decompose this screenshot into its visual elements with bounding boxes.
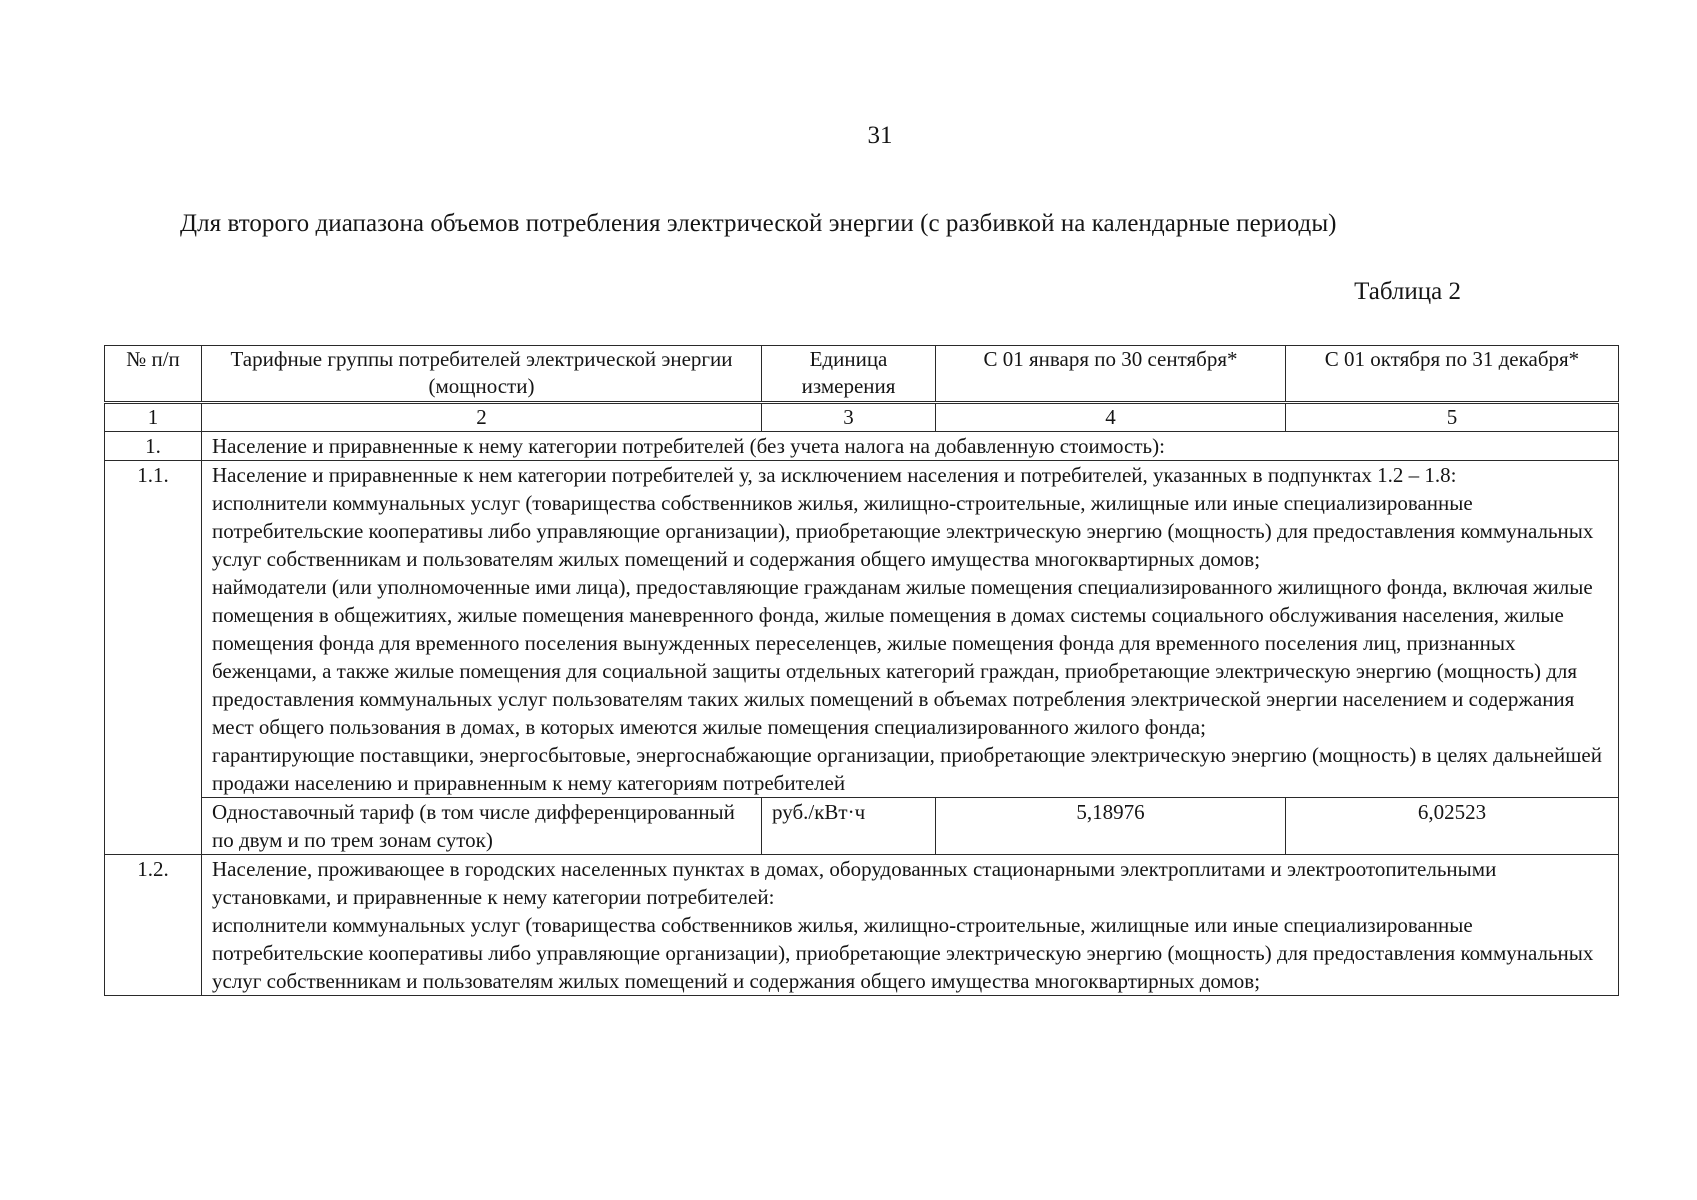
column-number: 2 (202, 403, 762, 432)
document-title: Для второго диапазона объемов потребления электрической энергии (с разбивкой на календарные периоды) (180, 210, 1337, 237)
column-number: 5 (1286, 403, 1619, 432)
header-oct-dec: С 01 октября по 31 декабря* (1286, 346, 1619, 403)
row-number: 1. (105, 432, 202, 461)
table-row (105, 432, 1619, 461)
row-text (202, 461, 1619, 798)
header-number: № п/п (105, 346, 202, 403)
paragraph: исполнители коммунальных услуг (товарищества собственников жилья, жилищно-строительные, жилищные или иные специализированные потребительские кооперативы либо управляющие организации), приобретающие электрическую энергию (мощность) для предоставления коммунальных услуг собственникам и пользователям жилых помещений и содержания общего имущества многоквартирных домов; (212, 913, 1594, 993)
tariff-value-oct-dec: 6,02523 (1286, 798, 1619, 855)
table-row (105, 855, 1619, 996)
page-number: 31 (867, 122, 893, 149)
paragraph: исполнители коммунальных услуг (товарищества собственников жилья, жилищно-строительные, жилищные или иные специализированные потребительские кооперативы либо управляющие организации), приобретающие электрическую энергию (мощность) для предоставления коммунальных услуг собственникам и пользователям жилых помещений и содержания общего имущества многоквартирных домов; (212, 491, 1594, 571)
tariff-value-jan-sep: 5,18976 (936, 798, 1286, 855)
tariff-name: Одноставочный тариф (в том числе дифференцированный по двум и по трем зонам суток) (202, 798, 762, 855)
header-tariff-groups: Тарифные группы потребителей электрической энергии (мощности) (202, 346, 762, 403)
paragraph: Население и приравненные к нем категории потребителей у, за исключением населения и потребителей, указанных в подпунктах 1.2 – 1.8: (212, 463, 1457, 487)
column-number: 4 (936, 403, 1286, 432)
paragraph: наймодатели (или уполномоченные ими лица), предоставляющие гражданам жилые помещения специализированного жилищного фонда, включая жилые помещения в общежитиях, жилые помещения маневренного фонда, жилые помещения в домах системы социального обслуживания населения, жилые помещения фонда для временного поселения вынужденных переселенцев, жилые помещения фонда для временного поселения лиц, признанных беженцами, а также жилые помещения для социальной защиты отдельных категорий граждан, приобретающие электрическую энергию (мощность) для предоставления коммунальных услуг пользователям таких жилых помещений в объемах потребления электрической энергии населением и содержания мест общего пользования в домах, в которых имеются жилые помещения специализированного жилого фонда; (212, 575, 1593, 739)
tariff-table (104, 345, 1619, 996)
table-row (105, 461, 1619, 798)
tariff-unit: руб./кВт·ч (762, 798, 936, 855)
row-number: 1.2. (105, 855, 202, 996)
column-number: 3 (762, 403, 936, 432)
table-caption: Таблица 2 (1354, 278, 1461, 305)
header-jan-sep: С 01 января по 30 сентября* (936, 346, 1286, 403)
header-unit: Единица измерения (762, 346, 936, 403)
paragraph: гарантирующие поставщики, энергосбытовые, энергоснабжающие организации, приобретающие электрическую энергию (мощность) в целях дальнейшей продажи населению и приравненным к нему категориям потребителей (212, 743, 1602, 795)
column-numbers-row (105, 403, 1619, 432)
row-number: 1.1. (105, 461, 202, 855)
row-text (202, 855, 1619, 996)
paragraph: Население, проживающее в городских населенных пунктах в домах, оборудованных стационарными электроплитами и электроотопительными установками, и приравненные к нему категории потребителей: (212, 857, 1497, 909)
tariff-row (105, 798, 1619, 855)
row-text: Население и приравненные к нему категории потребителей (без учета налога на добавленную стоимость): (202, 432, 1619, 461)
column-number: 1 (105, 403, 202, 432)
table-header-row (105, 346, 1619, 403)
